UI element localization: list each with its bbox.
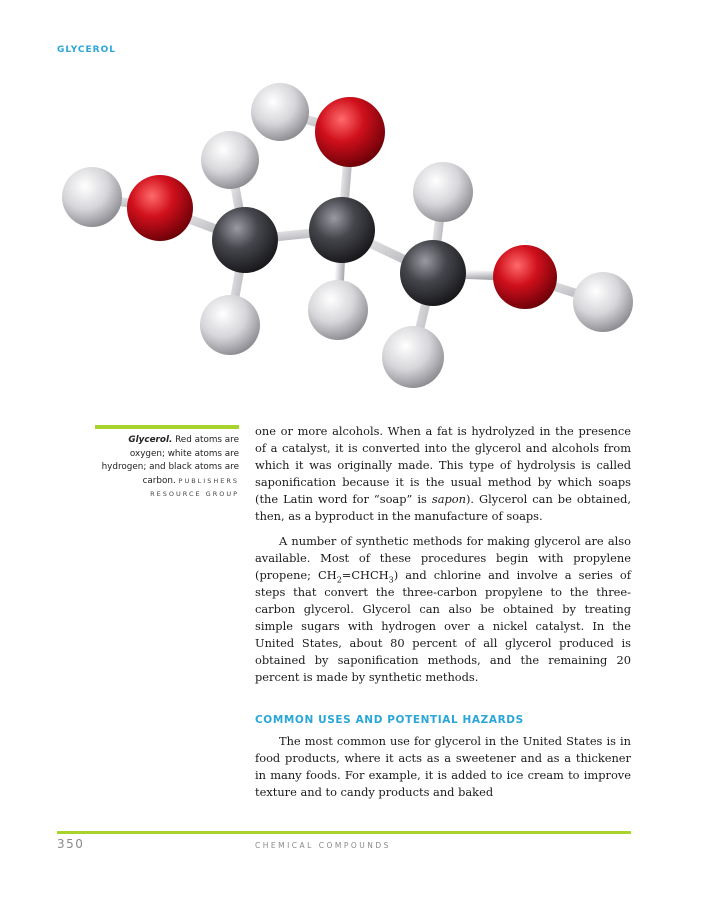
oxygen-atom (315, 97, 385, 167)
hydrogen-atom (201, 131, 259, 189)
caption-text: Red atoms are oxygen; white atoms are hydrogen; and black atoms are carbon. (101, 435, 239, 486)
carbon-atom (309, 197, 375, 263)
figure-caption (95, 434, 239, 502)
page-number: 350 (57, 837, 85, 851)
footer-rule (57, 831, 631, 834)
hydrogen-atom (62, 167, 122, 227)
caption-title: Glycerol. (128, 435, 173, 445)
hydrogen-atom (251, 83, 309, 141)
photo-credit: PUBLISHERS RESOURCE GROUP (150, 476, 239, 498)
running-head: GLYCEROL (57, 45, 116, 55)
oxygen-atom (493, 245, 557, 309)
caption-rule (95, 425, 239, 429)
carbon-atom (212, 207, 278, 273)
paragraph: The most common use for glycerol in the United States is in food products, where it acts as a sweetener and as a thickener in many foods. For example, it is added to ice cream to improve texture and to candy products and baked (255, 734, 631, 799)
paragraph: A number of synthetic methods for making glycerol are also available. Most of these procedures begin with propylene (propene; $CH_2=CHCH_3$) and chlorine and involve a series of steps that convert the three-carbon propylene to the three-carbon glycerol. Glycerol can also be obtained by treating simple sugars with hydrogen over a nickel catalyst. In the United States, about 80 percent of all glycerol produced is obtained by saponification methods, and the remaining 20 percent is made by synthetic methods. (255, 534, 631, 684)
section-heading: COMMON USES AND POTENTIAL HAZARDS (255, 714, 524, 726)
hydrogen-atom (382, 326, 444, 388)
paragraph: one or more alcohols. When a fat is hydrolyzed in the presence of a catalyst, it is converted into the glycerol and alcohols from which it was originally made. This type of hydrolysis is called saponification because it is the usual method by which soaps (the Latin word for “soap” is sapon). Glycerol can be obtained, then, as a byproduct in the manufacture of soaps. (255, 424, 631, 523)
hydrogen-atom (308, 280, 368, 340)
latin-term: sapon (431, 492, 466, 506)
book-title: CHEMICAL COMPOUNDS (255, 841, 391, 850)
body-text (255, 423, 631, 801)
hydrogen-atom (573, 272, 633, 332)
carbon-atom (400, 240, 466, 306)
glycerol-molecule-figure (40, 70, 660, 405)
hydrogen-atom (413, 162, 473, 222)
oxygen-atom (127, 175, 193, 241)
hydrogen-atom (200, 295, 260, 355)
